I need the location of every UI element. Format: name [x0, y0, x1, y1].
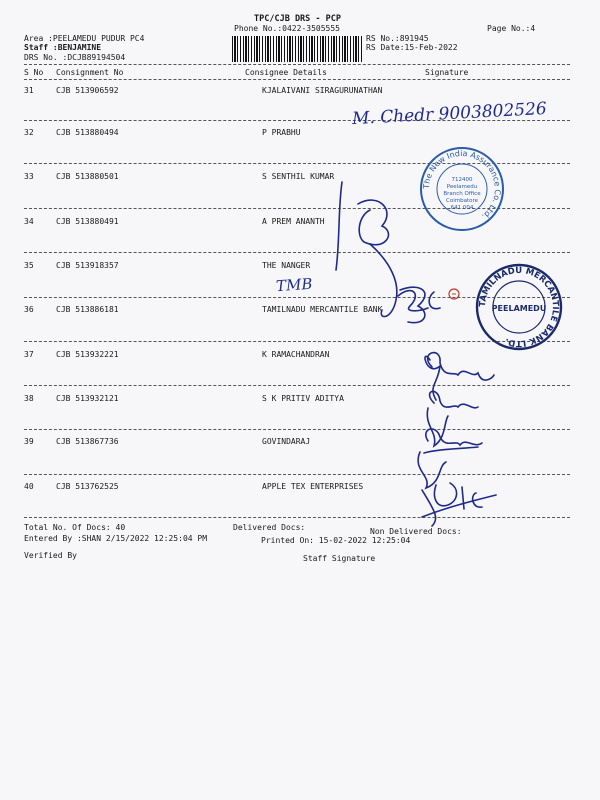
row-consignment: CJB 513932221 [56, 350, 119, 359]
row-consignee: THE NANGER [262, 261, 311, 270]
non-delivered-docs: Non Delivered Docs: [370, 527, 462, 536]
svg-text:PEELAMEDU: PEELAMEDU [491, 304, 547, 313]
printed-on: Printed On: 15-02-2022 12:25:04 [261, 536, 411, 545]
staff-label: Staff :BENJAMINE [24, 43, 102, 52]
row-consignment: CJB 513886181 [56, 305, 119, 314]
total-docs: Total No. Of Docs: 40 [24, 523, 126, 532]
svg-text:Branch Office: Branch Office [443, 191, 481, 197]
svg-text:712400: 712400 [451, 177, 473, 183]
delivered-docs: Delivered Docs: [233, 523, 306, 532]
row-consignee: GOVINDARAJ [262, 437, 311, 446]
row-sno: 37 [24, 350, 34, 359]
row-consignment: CJB 513762525 [56, 482, 119, 491]
svg-text:TAMILNADU MERCANTILE BANK LTD.: TAMILNADU MERCANTILE BANK LTD. [477, 265, 561, 349]
row-consignee: P PRABHU [262, 128, 301, 137]
row-consignment: CJB 513918357 [56, 261, 119, 270]
insurance-stamp [418, 145, 506, 233]
row-consignee: S K PRITIV ADITYA [262, 394, 344, 403]
verified-by: Verified By [24, 551, 77, 560]
divider [24, 79, 570, 80]
divider [24, 64, 570, 65]
staff-signature-label: Staff Signature [303, 554, 376, 563]
signature-row36 [388, 280, 468, 320]
row-consignment: CJB 513906592 [56, 86, 119, 95]
bank-stamp [474, 262, 564, 352]
row-consignment: CJB 513880501 [56, 172, 119, 181]
phone-number: Phone No.:0422-3505555 [234, 24, 340, 33]
handwritten-initials: TMB [275, 274, 313, 296]
row-sno: 35 [24, 261, 34, 270]
table-row [24, 86, 570, 100]
svg-text:641 004: 641 004 [450, 205, 474, 211]
col-header-consignee: Consignee Details [245, 68, 327, 77]
row-consignment: CJB 513932121 [56, 394, 119, 403]
row-sno: 38 [24, 394, 34, 403]
col-header-sno: S No [24, 68, 44, 77]
area-label: Area :PEELAMEDU PUDUR PC4 [24, 34, 145, 43]
row-sno: 40 [24, 482, 34, 491]
row-sno: 33 [24, 172, 34, 181]
handwritten-phone: M. Chedr 9003802526 [351, 98, 548, 130]
row-consignee: TAMILNADU MERCANTILE BANK [262, 305, 383, 314]
row-sno: 36 [24, 305, 34, 314]
row-consignee: KJALAIVANI SIRAGURUNATHAN [262, 86, 383, 95]
table-row [24, 128, 570, 142]
row-consignment: CJB 513880494 [56, 128, 119, 137]
row-sno: 32 [24, 128, 34, 137]
rs-number: RS No.:891945 [366, 34, 429, 43]
divider [24, 252, 570, 253]
rs-date: RS Date:15-Feb-2022 [366, 43, 458, 52]
row-sno: 31 [24, 86, 34, 95]
row-sno: 39 [24, 437, 34, 446]
row-consignee: K RAMACHANDRAN [262, 350, 330, 359]
barcode [232, 36, 362, 62]
page-number: Page No.:4 [487, 24, 536, 33]
row-sno: 34 [24, 217, 34, 226]
svg-text:The New India Assurance Co. Lt: The New India Assurance Co. Ltd. [421, 148, 503, 222]
row-consignee: S SENTHIL KUMAR [262, 172, 335, 181]
row-consignment: CJB 513880491 [56, 217, 119, 226]
row-consignee: APPLE TEX ENTERPRISES [262, 482, 364, 491]
row-consignment: CJB 513867736 [56, 437, 119, 446]
col-header-signature: Signature [425, 68, 469, 77]
svg-text:Coimbatore: Coimbatore [446, 198, 478, 204]
drs-number: DRS No. :DCJB89194504 [24, 53, 126, 62]
signature-scribbles-right [418, 345, 498, 525]
row-consignee: A PREM ANANTH [262, 217, 325, 226]
svg-text:Peelamedu: Peelamedu [446, 184, 478, 190]
col-header-consignment: Consignment No [56, 68, 124, 77]
entered-by: Entered By :SHAN 2/15/2022 12:25:04 PM [24, 534, 208, 543]
document-title: TPC/CJB DRS - PCP [254, 14, 341, 24]
